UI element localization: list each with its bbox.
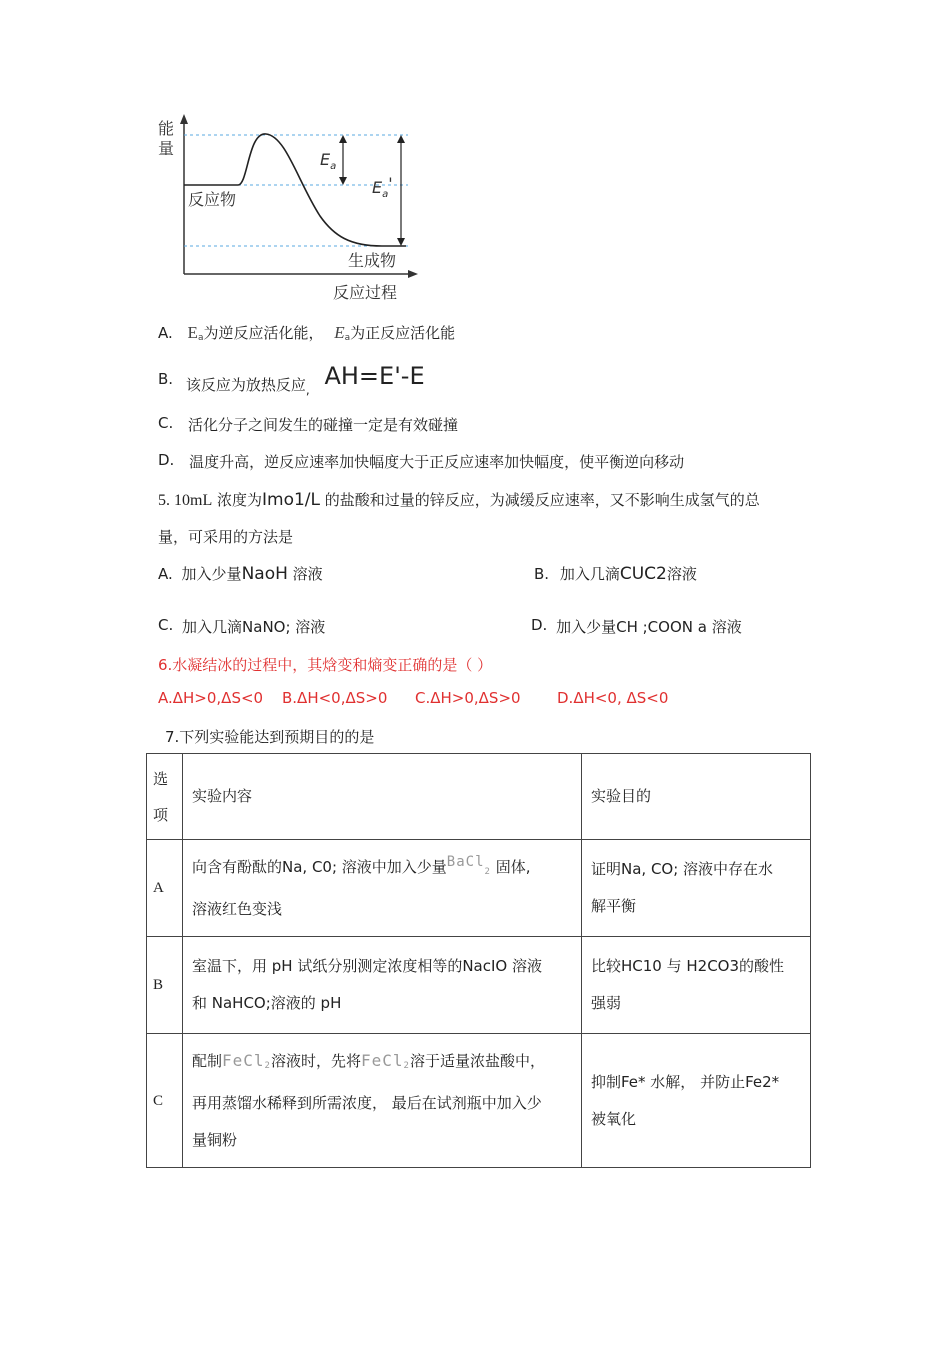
option-text: 活化分子之间发生的碰撞一定是有效碰撞 bbox=[188, 416, 459, 434]
q6-stem: 6.水凝结冰的过程中，其焓变和熵变正确的是（ ） bbox=[158, 656, 493, 674]
row-purpose: 比较HC10 与 H2CO3的酸性 强弱 bbox=[582, 937, 811, 1034]
q4-option-a: A. $E_a$为逆反应活化能， $E_a$为正反应活化能 bbox=[158, 323, 456, 343]
y-axis-label-2: 量 bbox=[158, 139, 175, 158]
q5-option-b: B. 加入几滴CUC2溶液 bbox=[534, 564, 697, 584]
row-option: B bbox=[147, 937, 183, 1034]
ea-symbol: E bbox=[187, 323, 198, 342]
header-option: 选 项 bbox=[147, 754, 183, 840]
ea-prime-symbol: E bbox=[334, 323, 345, 342]
table-header-row bbox=[147, 754, 811, 840]
option-letter: D. bbox=[531, 616, 548, 634]
q5-option-d: D. 加入少量CH ;COON a 溶液 bbox=[531, 616, 742, 636]
reactant-label: 反应物 bbox=[188, 190, 237, 209]
q5-option-c: C. 加入几滴NaNO; 溶液 bbox=[158, 616, 326, 636]
row-content: 向含有酚酞的Na, C0; 溶液中加入少量BaCl$_2$ 固体, 溶液红色变浅 bbox=[183, 840, 582, 937]
q5-option-a: A. 加入少量NaoH 溶液 bbox=[158, 564, 323, 584]
row-option: A bbox=[147, 840, 183, 937]
q4-option-d bbox=[158, 449, 684, 470]
enthalpy-formula: AH=E'-E bbox=[324, 362, 425, 390]
y-axis-arrow bbox=[180, 114, 188, 124]
option-text: 温度升高，逆反应速率加快幅度大于正反应速率加快幅度，使平衡逆向移动 bbox=[189, 453, 685, 471]
row-purpose: 抑制Fe* 水解， 并防止Fe2* 被氧化 bbox=[582, 1034, 811, 1168]
option-letter: D. bbox=[158, 451, 175, 469]
ea-prime-label: $E_a'$ bbox=[372, 174, 393, 200]
q6-option-a: A.ΔH>0,ΔS<0 bbox=[158, 689, 264, 707]
option-letter: A. bbox=[158, 324, 173, 342]
experiment-table bbox=[146, 753, 811, 1168]
option-text: 为正反应活化能 bbox=[350, 324, 456, 342]
row-purpose: 证明Na, CO; 溶液中存在水 解平衡 bbox=[582, 840, 811, 937]
q4-option-b: B. 该反应为放热反应$_,$ AH=E'-E bbox=[158, 362, 425, 397]
y-axis-label-1: 能 bbox=[158, 119, 175, 138]
q4-option-c bbox=[158, 412, 458, 433]
option-text: 该反应为放热反应 bbox=[185, 376, 306, 394]
ea-label: $E_a$ bbox=[320, 150, 337, 172]
q5-stem-line2: 量，可采用的方法是 bbox=[158, 528, 294, 546]
q5-stem-line1: 5. 10mL 浓度为Imo1/L 的盐酸和过量的锌反应，为减缓反应速率，又不影响生成氢气的总 bbox=[158, 490, 760, 510]
option-letter: B. bbox=[158, 370, 174, 388]
q6-option-d: D.ΔH<0, ΔS<0 bbox=[557, 689, 669, 707]
table-row bbox=[147, 937, 811, 1034]
row-content: 配制FeCl$_2$溶液时，先将FeCl$_2$溶于适量浓盐酸中， 再用蒸馏水稀释到所需浓度， 最后在试剂瓶中加入少 量铜粉 bbox=[183, 1034, 582, 1168]
option-letter: A. bbox=[158, 565, 173, 583]
option-letter: B. bbox=[534, 565, 550, 583]
table-row bbox=[147, 1034, 811, 1168]
product-label: 生成物 bbox=[348, 251, 397, 270]
option-letter: C. bbox=[158, 616, 174, 634]
row-content: 室温下，用 pH 试纸分别测定浓度相等的NacIO 溶液 和 NaHCO;溶液的 pH bbox=[183, 937, 582, 1034]
x-axis-arrow bbox=[408, 270, 418, 278]
row-option: C bbox=[147, 1034, 183, 1168]
header-content: 实验内容 bbox=[183, 754, 582, 840]
q6-option-b: B.ΔH<0,ΔS>0 bbox=[282, 689, 388, 707]
question-number: 5. 10mL bbox=[158, 492, 213, 509]
q6-option-c: C.ΔH>0,ΔS>0 bbox=[415, 689, 521, 707]
option-letter: C. bbox=[158, 414, 174, 432]
x-axis-label: 反应过程 bbox=[333, 283, 398, 302]
option-text: 为逆反应活化能， bbox=[203, 324, 324, 342]
concentration: Imo1/L bbox=[262, 490, 321, 510]
q7-stem: 7.下列实验能达到预期目的的是 bbox=[165, 728, 375, 746]
energy-diagram bbox=[150, 112, 420, 307]
table-row bbox=[147, 840, 811, 937]
header-purpose: 实验目的 bbox=[582, 754, 811, 840]
